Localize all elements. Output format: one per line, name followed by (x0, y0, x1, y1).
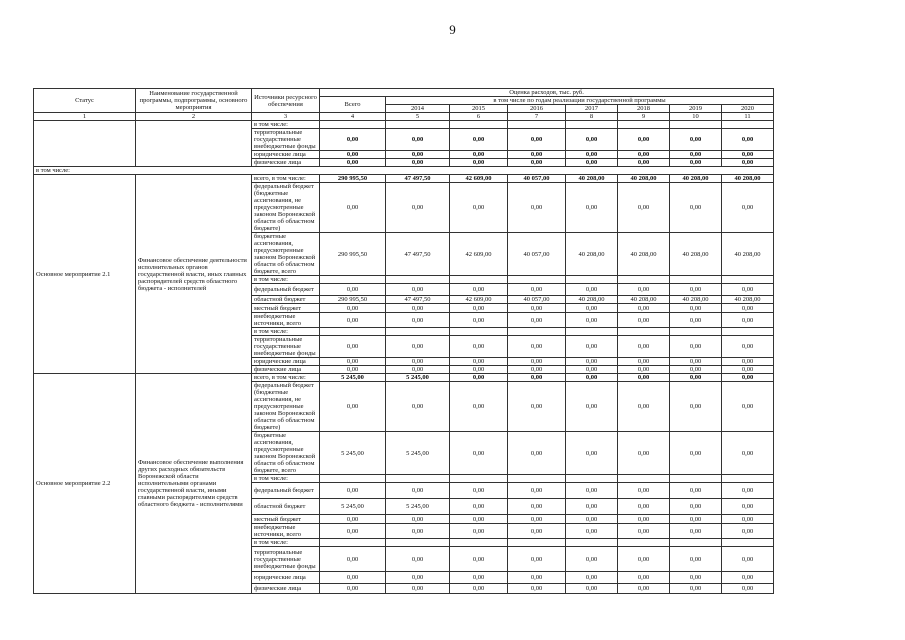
value-cell: 0,00 (722, 358, 774, 366)
source-label: в том числе: (252, 328, 320, 336)
value-cell: 0,00 (566, 382, 618, 432)
value-cell: 40 208,00 (566, 175, 618, 183)
status-cell (34, 121, 136, 167)
value-cell: 0,00 (450, 547, 508, 572)
value-cell: 0,00 (508, 374, 566, 382)
value-cell: 0,00 (618, 572, 670, 584)
value-cell: 0,00 (320, 336, 386, 358)
value-cell (670, 539, 722, 547)
value-cell: 0,00 (618, 499, 670, 515)
value-cell (450, 328, 508, 336)
value-cell: 0,00 (618, 515, 670, 524)
value-cell: 40 208,00 (566, 296, 618, 304)
value-cell: 0,00 (450, 382, 508, 432)
header-status: Статус (34, 89, 136, 113)
value-cell: 0,00 (320, 584, 386, 594)
value-cell: 0,00 (386, 572, 450, 584)
value-cell: 0,00 (670, 183, 722, 233)
source-label: в том числе: (252, 475, 320, 483)
value-cell: 0,00 (508, 572, 566, 584)
value-cell (450, 121, 508, 129)
value-cell: 0,00 (670, 336, 722, 358)
value-cell: 0,00 (508, 151, 566, 159)
budget-table (33, 88, 774, 594)
value-cell: 42 609,00 (450, 175, 508, 183)
column-number: 10 (670, 113, 722, 121)
value-cell: 290 995,50 (320, 296, 386, 304)
value-cell: 40 208,00 (670, 296, 722, 304)
value-cell: 0,00 (508, 304, 566, 313)
value-cell: 5 245,00 (386, 374, 450, 382)
source-label: областной бюджет (252, 499, 320, 515)
value-cell: 0,00 (618, 284, 670, 296)
value-cell: 0,00 (722, 483, 774, 499)
value-cell: 0,00 (722, 151, 774, 159)
value-cell: 0,00 (508, 358, 566, 366)
header-name: Наименование государственной программы, подпрограммы, основного мероприятия (136, 89, 252, 113)
value-cell: 0,00 (386, 358, 450, 366)
value-cell: 0,00 (722, 159, 774, 167)
value-cell: 0,00 (320, 159, 386, 167)
value-cell: 0,00 (320, 366, 386, 374)
column-number: 7 (508, 113, 566, 121)
value-cell: 0,00 (566, 524, 618, 539)
table-row (34, 121, 774, 129)
value-cell: 0,00 (450, 584, 508, 594)
measure-status: Основное мероприятие 2.2 (34, 374, 136, 594)
block-measure-2-2 (34, 374, 774, 594)
header-year: 2015 (450, 105, 508, 113)
value-cell: 47 497,50 (386, 233, 450, 276)
block-measure-2-1 (34, 175, 774, 374)
value-cell: 0,00 (320, 129, 386, 151)
value-cell (386, 121, 450, 129)
value-cell: 0,00 (722, 547, 774, 572)
value-cell: 0,00 (566, 515, 618, 524)
value-cell: 0,00 (618, 366, 670, 374)
value-cell (386, 539, 450, 547)
value-cell: 0,00 (670, 159, 722, 167)
value-cell: 0,00 (508, 483, 566, 499)
value-cell: 0,00 (508, 129, 566, 151)
name-cell (136, 121, 252, 167)
source-label: территориальные государственные внебюджетные фонды (252, 129, 320, 151)
value-cell: 0,00 (386, 547, 450, 572)
value-cell: 0,00 (670, 313, 722, 328)
source-label: территориальные государственные внебюджетные фонды (252, 336, 320, 358)
value-cell: 0,00 (670, 432, 722, 475)
section-row (34, 167, 774, 175)
value-cell (450, 475, 508, 483)
value-cell: 0,00 (566, 483, 618, 499)
value-cell: 0,00 (722, 129, 774, 151)
source-label: в том числе: (252, 539, 320, 547)
value-cell: 0,00 (566, 366, 618, 374)
value-cell (450, 276, 508, 284)
value-cell: 0,00 (450, 366, 508, 374)
header-year: 2016 (508, 105, 566, 113)
value-cell: 0,00 (566, 584, 618, 594)
value-cell: 40 208,00 (670, 175, 722, 183)
value-cell: 0,00 (670, 358, 722, 366)
value-cell: 42 609,00 (450, 233, 508, 276)
value-cell: 40 208,00 (722, 175, 774, 183)
value-cell: 0,00 (566, 374, 618, 382)
value-cell: 0,00 (670, 572, 722, 584)
value-cell: 0,00 (566, 284, 618, 296)
value-cell: 0,00 (508, 159, 566, 167)
value-cell: 0,00 (386, 284, 450, 296)
value-cell: 0,00 (450, 129, 508, 151)
source-label: всего, в том числе: (252, 374, 320, 382)
value-cell: 0,00 (618, 183, 670, 233)
value-cell: 0,00 (386, 151, 450, 159)
value-cell: 47 497,50 (386, 296, 450, 304)
value-cell: 290 995,50 (320, 175, 386, 183)
value-cell: 40 208,00 (722, 296, 774, 304)
value-cell: 5 245,00 (320, 432, 386, 475)
value-cell (508, 328, 566, 336)
source-label: физические лица (252, 159, 320, 167)
value-cell: 0,00 (566, 183, 618, 233)
value-cell: 0,00 (670, 151, 722, 159)
value-cell (618, 121, 670, 129)
value-cell: 0,00 (450, 183, 508, 233)
value-cell: 0,00 (320, 515, 386, 524)
column-number: 11 (722, 113, 774, 121)
value-cell: 0,00 (386, 584, 450, 594)
value-cell: 0,00 (722, 374, 774, 382)
value-cell: 0,00 (566, 547, 618, 572)
value-cell: 0,00 (320, 313, 386, 328)
value-cell: 0,00 (670, 304, 722, 313)
value-cell: 42 609,00 (450, 296, 508, 304)
column-number: 9 (618, 113, 670, 121)
value-cell: 0,00 (566, 572, 618, 584)
value-cell: 0,00 (670, 547, 722, 572)
value-cell: 0,00 (670, 129, 722, 151)
value-cell: 0,00 (566, 499, 618, 515)
value-cell: 0,00 (320, 183, 386, 233)
value-cell (508, 276, 566, 284)
source-label: федеральный бюджет (бюджетные ассигнования, не предусмотренные законом Воронежской области об областном бюджете) (252, 183, 320, 233)
value-cell (386, 276, 450, 284)
value-cell (670, 475, 722, 483)
value-cell (670, 276, 722, 284)
value-cell (566, 539, 618, 547)
value-cell (722, 328, 774, 336)
value-cell: 5 245,00 (386, 499, 450, 515)
value-cell: 0,00 (670, 382, 722, 432)
source-label: федеральный бюджет (252, 483, 320, 499)
table-header (34, 89, 774, 121)
source-label: юридические лица (252, 572, 320, 584)
source-label: в том числе: (252, 121, 320, 129)
header-sources: Источники ресурсного обеспечения (252, 89, 320, 113)
value-cell: 0,00 (386, 366, 450, 374)
table-row (34, 175, 774, 183)
header-year: 2018 (618, 105, 670, 113)
value-cell: 0,00 (320, 524, 386, 539)
column-number: 1 (34, 113, 136, 121)
value-cell: 0,00 (722, 432, 774, 475)
header-year: 2017 (566, 105, 618, 113)
header-year: 2019 (670, 105, 722, 113)
header-year: 2020 (722, 105, 774, 113)
value-cell (670, 328, 722, 336)
value-cell: 40 208,00 (566, 233, 618, 276)
value-cell (320, 328, 386, 336)
value-cell (386, 475, 450, 483)
value-cell: 0,00 (386, 159, 450, 167)
value-cell: 0,00 (450, 159, 508, 167)
value-cell: 0,00 (618, 584, 670, 594)
value-cell: 0,00 (618, 129, 670, 151)
value-cell (618, 328, 670, 336)
value-cell: 0,00 (508, 499, 566, 515)
value-cell: 40 208,00 (618, 296, 670, 304)
value-cell (722, 475, 774, 483)
value-cell (618, 539, 670, 547)
value-cell: 0,00 (566, 304, 618, 313)
value-cell: 0,00 (450, 336, 508, 358)
value-cell: 0,00 (450, 524, 508, 539)
value-cell (566, 475, 618, 483)
column-number: 3 (252, 113, 320, 121)
carryover-rows (34, 121, 774, 167)
source-label: физические лица (252, 366, 320, 374)
value-cell (566, 276, 618, 284)
value-cell: 0,00 (450, 499, 508, 515)
value-cell: 0,00 (320, 151, 386, 159)
source-label: внебюджетные источники, всего (252, 313, 320, 328)
column-number: 2 (136, 113, 252, 121)
value-cell: 0,00 (450, 432, 508, 475)
value-cell: 0,00 (722, 183, 774, 233)
header-estimate: Оценка расходов, тыс. руб. (320, 89, 774, 97)
value-cell: 40 208,00 (618, 175, 670, 183)
value-cell: 0,00 (618, 382, 670, 432)
value-cell: 0,00 (508, 336, 566, 358)
value-cell: 0,00 (618, 151, 670, 159)
value-cell: 0,00 (722, 366, 774, 374)
value-cell: 0,00 (320, 572, 386, 584)
source-label: федеральный бюджет (бюджетные ассигнования, не предусмотренные законом Воронежской области об областном бюджете) (252, 382, 320, 432)
source-label: юридические лица (252, 151, 320, 159)
value-cell: 0,00 (386, 313, 450, 328)
value-cell (722, 121, 774, 129)
value-cell: 0,00 (450, 515, 508, 524)
measure-status: Основное мероприятие 2.1 (34, 175, 136, 374)
value-cell: 0,00 (320, 284, 386, 296)
column-number: 6 (450, 113, 508, 121)
value-cell: 0,00 (618, 524, 670, 539)
value-cell: 0,00 (386, 129, 450, 151)
source-label: бюджетные ассигнования, предусмотренные законом Воронежской области об областном бюджете, всего (252, 432, 320, 475)
value-cell: 0,00 (722, 572, 774, 584)
value-cell: 0,00 (670, 374, 722, 382)
value-cell: 40 208,00 (618, 233, 670, 276)
source-label: в том числе: (252, 276, 320, 284)
value-cell: 0,00 (722, 304, 774, 313)
value-cell: 0,00 (386, 382, 450, 432)
value-cell: 0,00 (566, 313, 618, 328)
table-row (34, 374, 774, 382)
value-cell: 0,00 (722, 584, 774, 594)
value-cell: 0,00 (508, 515, 566, 524)
value-cell: 0,00 (670, 483, 722, 499)
value-cell: 0,00 (450, 483, 508, 499)
header-year: 2014 (386, 105, 450, 113)
value-cell: 0,00 (618, 336, 670, 358)
source-label: федеральный бюджет (252, 284, 320, 296)
value-cell: 290 995,50 (320, 233, 386, 276)
value-cell: 40 208,00 (670, 233, 722, 276)
value-cell (450, 539, 508, 547)
source-label: физические лица (252, 584, 320, 594)
value-cell: 0,00 (618, 483, 670, 499)
value-cell: 0,00 (618, 358, 670, 366)
value-cell: 0,00 (508, 584, 566, 594)
value-cell: 0,00 (450, 572, 508, 584)
column-number: 4 (320, 113, 386, 121)
value-cell (722, 539, 774, 547)
value-cell (508, 475, 566, 483)
column-number: 8 (566, 113, 618, 121)
value-cell: 0,00 (450, 304, 508, 313)
value-cell: 47 497,50 (386, 175, 450, 183)
source-label: всего, в том числе: (252, 175, 320, 183)
value-cell: 0,00 (722, 382, 774, 432)
value-cell (566, 328, 618, 336)
source-label: территориальные государственные внебюджетные фонды (252, 547, 320, 572)
value-cell: 0,00 (508, 382, 566, 432)
value-cell: 0,00 (320, 358, 386, 366)
value-cell: 0,00 (670, 515, 722, 524)
value-cell: 0,00 (618, 313, 670, 328)
value-cell: 0,00 (670, 284, 722, 296)
measure-name: Финансовое обеспечение выполнения других расходных обязательств Воронежской области исполнительными органами государственной власти, иными главными распорядителями средств областного бюджета - исполнителями (136, 374, 252, 594)
value-cell: 0,00 (450, 284, 508, 296)
page-number: 9 (449, 22, 456, 37)
header-total: Всего (320, 97, 386, 113)
value-cell: 0,00 (618, 547, 670, 572)
value-cell: 0,00 (670, 584, 722, 594)
value-cell: 5 245,00 (320, 374, 386, 382)
value-cell: 0,00 (722, 284, 774, 296)
value-cell: 0,00 (508, 366, 566, 374)
value-cell (722, 276, 774, 284)
value-cell: 0,00 (670, 366, 722, 374)
source-label: юридические лица (252, 358, 320, 366)
value-cell: 0,00 (508, 432, 566, 475)
value-cell: 0,00 (566, 129, 618, 151)
value-cell: 40 057,00 (508, 296, 566, 304)
column-number: 5 (386, 113, 450, 121)
value-cell (618, 475, 670, 483)
value-cell: 0,00 (566, 159, 618, 167)
source-label: бюджетные ассигнования, предусмотренные законом Воронежской области об областном бюджете, всего (252, 233, 320, 276)
value-cell: 0,00 (386, 515, 450, 524)
value-cell: 0,00 (566, 336, 618, 358)
value-cell: 0,00 (618, 374, 670, 382)
value-cell: 0,00 (566, 358, 618, 366)
value-cell: 0,00 (618, 159, 670, 167)
value-cell (320, 475, 386, 483)
value-cell: 0,00 (670, 499, 722, 515)
value-cell: 40 057,00 (508, 175, 566, 183)
value-cell: 0,00 (386, 183, 450, 233)
source-label: местный бюджет (252, 304, 320, 313)
measure-name: Финансовое обеспечение деятельности исполнительных органов государственной власти, иных главных распорядителей средств областного бюджета - исполнителей (136, 175, 252, 374)
value-cell: 0,00 (508, 524, 566, 539)
value-cell: 0,00 (508, 547, 566, 572)
value-cell: 0,00 (320, 547, 386, 572)
value-cell: 0,00 (508, 313, 566, 328)
value-cell: 0,00 (450, 151, 508, 159)
section-label: в том числе: (34, 167, 774, 175)
value-cell (320, 539, 386, 547)
value-cell: 0,00 (566, 151, 618, 159)
value-cell: 0,00 (566, 432, 618, 475)
value-cell: 0,00 (722, 524, 774, 539)
value-cell: 0,00 (450, 358, 508, 366)
value-cell: 5 245,00 (320, 499, 386, 515)
value-cell: 0,00 (670, 524, 722, 539)
value-cell (320, 121, 386, 129)
value-cell: 0,00 (320, 382, 386, 432)
value-cell: 0,00 (450, 374, 508, 382)
source-label: внебюджетные источники, всего (252, 524, 320, 539)
value-cell: 40 208,00 (722, 233, 774, 276)
value-cell: 0,00 (320, 304, 386, 313)
value-cell (508, 121, 566, 129)
value-cell (320, 276, 386, 284)
value-cell: 0,00 (450, 313, 508, 328)
value-cell (670, 121, 722, 129)
value-cell: 5 245,00 (386, 432, 450, 475)
source-label: местный бюджет (252, 515, 320, 524)
value-cell: 0,00 (386, 524, 450, 539)
value-cell: 0,00 (618, 304, 670, 313)
value-cell: 0,00 (386, 304, 450, 313)
source-label: областной бюджет (252, 296, 320, 304)
value-cell (566, 121, 618, 129)
value-cell: 0,00 (722, 515, 774, 524)
value-cell: 0,00 (386, 336, 450, 358)
value-cell: 0,00 (618, 432, 670, 475)
value-cell (618, 276, 670, 284)
value-cell (508, 539, 566, 547)
value-cell: 0,00 (722, 336, 774, 358)
value-cell: 40 057,00 (508, 233, 566, 276)
value-cell (386, 328, 450, 336)
header-by-years: в том числе по годам реализации государственной программы (386, 97, 774, 105)
value-cell: 0,00 (386, 483, 450, 499)
value-cell: 0,00 (508, 183, 566, 233)
value-cell: 0,00 (722, 499, 774, 515)
value-cell: 0,00 (320, 483, 386, 499)
value-cell: 0,00 (722, 313, 774, 328)
value-cell: 0,00 (508, 284, 566, 296)
